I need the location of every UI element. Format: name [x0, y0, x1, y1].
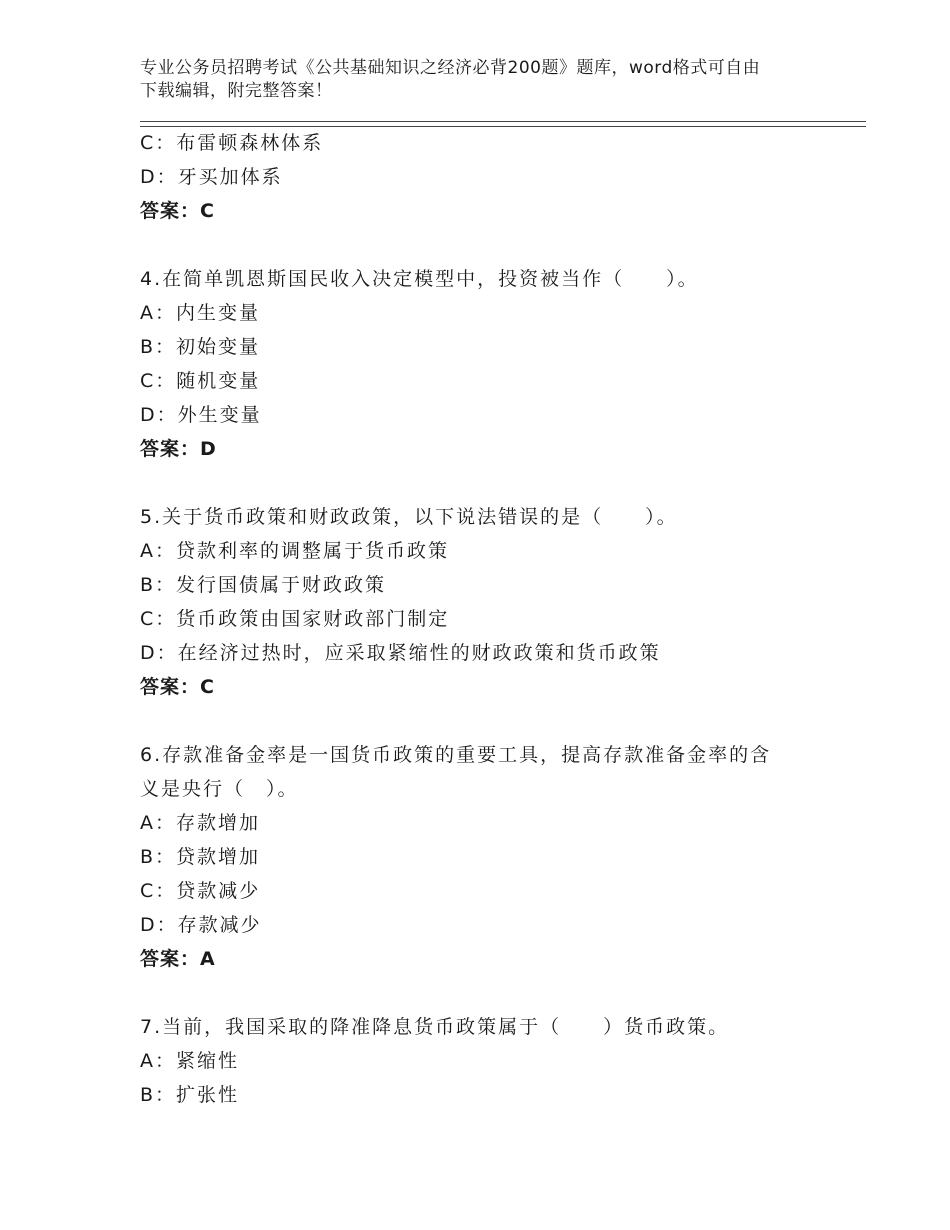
page-header: [140, 57, 820, 103]
question-3: [140, 126, 840, 228]
option-a: A：存款增加: [140, 812, 260, 834]
option-c: C：货币政策由国家财政部门制定: [140, 608, 450, 630]
question-5: [140, 500, 840, 704]
option-d: D：外生变量: [140, 404, 262, 426]
option-d: D：在经济过热时，应采取紧缩性的财政政策和货币政策: [140, 642, 661, 664]
question-stem: 6.存款准备金率是一国货币政策的重要工具，提高存款准备金率的含: [140, 744, 772, 766]
option-d: D：存款减少: [140, 914, 262, 936]
option-a: A：贷款利率的调整属于货币政策: [140, 540, 449, 562]
question-4: [140, 262, 840, 466]
option-a: A：紧缩性: [140, 1050, 239, 1072]
question-list: [140, 126, 840, 1112]
answer-line: 答案：D: [140, 438, 217, 460]
option-b: B：扩张性: [140, 1084, 240, 1106]
question-6: [140, 738, 840, 976]
option-c: C：随机变量: [140, 370, 261, 392]
header-line-1: 专业公务员招聘考试《公共基础知识之经济必背200题》题库，word格式可自由: [140, 58, 761, 78]
answer-line: 答案：C: [140, 676, 215, 698]
question-stem: 4.在简单凯恩斯国民收入决定模型中，投资被当作（ ）。: [140, 268, 699, 290]
question-7: [140, 1010, 840, 1112]
question-stem-continued: 义是央行（ ）。: [140, 778, 299, 800]
option-c: C：布雷顿森林体系: [140, 132, 324, 154]
option-b: B：贷款增加: [140, 846, 261, 868]
option-a: A：内生变量: [140, 302, 260, 324]
option-c: C：贷款减少: [140, 880, 261, 902]
option-d: D：牙买加体系: [140, 166, 283, 188]
question-stem: 7.当前，我国采取的降准降息货币政策属于（ ）货币政策。: [140, 1016, 730, 1038]
answer-line: 答案：C: [140, 200, 215, 222]
header-line-2: 下载编辑，附完整答案！: [140, 81, 333, 101]
question-stem: 5.关于货币政策和财政政策，以下说法错误的是（ ）。: [140, 506, 678, 528]
option-b: B：初始变量: [140, 336, 261, 358]
answer-line: 答案：A: [140, 948, 216, 970]
option-b: B：发行国债属于财政政策: [140, 574, 387, 596]
